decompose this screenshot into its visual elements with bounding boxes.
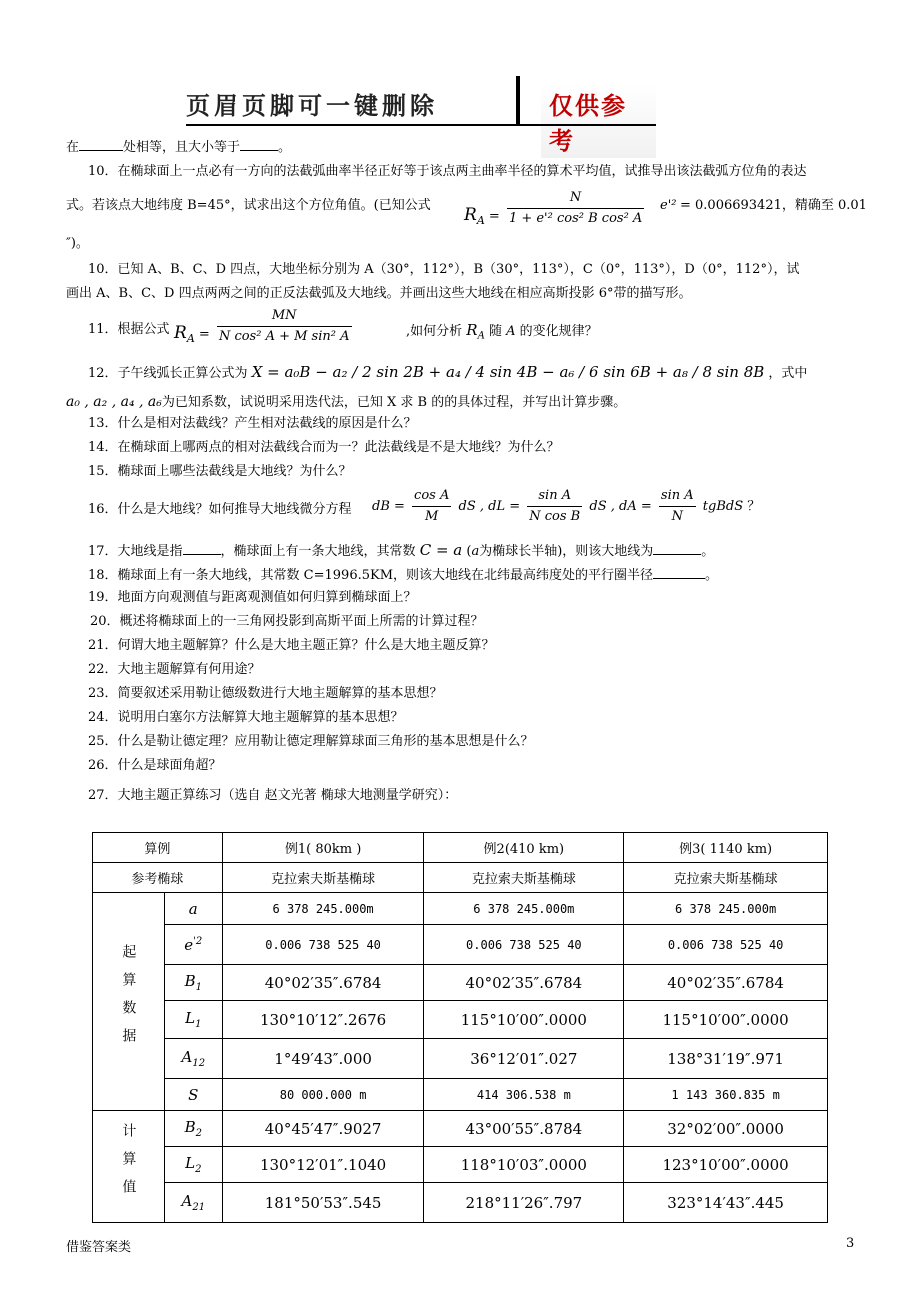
fraction-denominator: 1 + e'² cos² B cos² A <box>508 211 643 226</box>
symbol-sub: 2 <box>195 1128 202 1139</box>
symbol: L <box>185 1009 196 1027</box>
question-13: 13．什么是相对法截线？产生相对法截线的原因是什么？ <box>88 416 417 431</box>
question-21: 21．何谓大地主题解算？什么是大地主题正算？什么是大地主题反算？ <box>88 638 495 653</box>
eq1-fraction <box>412 486 451 527</box>
symbol-cell <box>164 1079 222 1111</box>
question-fragment <box>66 136 856 158</box>
fraction-denominator: M <box>425 509 439 524</box>
eq2-lhs: dL = <box>488 499 521 514</box>
fraction-numerator: sin A <box>659 486 696 507</box>
symbol-sub: 1 <box>195 1019 202 1030</box>
eq3-tail: tgBdS <box>702 499 744 514</box>
constant-formula: C = a <box>419 541 463 559</box>
question-25: 25．什么是勒让德定理？应用勒让德定理解算球面三角形的基本思想是什么？ <box>88 734 534 749</box>
text: 11．根据公式 <box>88 322 170 337</box>
question-19: 19．地面方向观测值与距离观测值如何归算到椭球面上？ <box>88 590 417 605</box>
text: 。 <box>278 140 292 155</box>
question-16 <box>88 486 878 532</box>
header-cell: 算例 <box>93 833 223 863</box>
table-row <box>93 1183 828 1223</box>
blank-line <box>79 136 123 151</box>
symbol-cell <box>164 1001 222 1039</box>
text: 为已知系数，试说明采用迭代法，已知 X 求 B 的的具体过程，并写出计算步骤。 <box>161 395 627 410</box>
table-cell: 181°50′53″.545 <box>222 1183 424 1223</box>
formula-ra-mn: $R_A$ = $\frac{MN}{\text{N cos² A + M sin² A}}$ <box>174 306 355 347</box>
table-cell: 218°11′26″.797 <box>424 1183 624 1223</box>
formula-subscript: A <box>476 213 485 227</box>
table-cell: 414 306.538 m <box>424 1079 624 1111</box>
formula-fraction <box>217 306 352 347</box>
formula-symbol: R <box>174 323 187 343</box>
text: 16．什么是大地线？如何推导大地线微分方程 <box>88 502 352 517</box>
var-a: a <box>471 544 480 559</box>
blank-line <box>240 136 278 151</box>
table-row <box>93 965 828 1001</box>
table-cell: 0.006 738 525 40 <box>222 925 424 965</box>
table-row <box>93 1147 828 1183</box>
table-cell: 克拉索夫斯基椭球 <box>222 863 424 893</box>
eq3-fraction <box>659 486 696 527</box>
geodetic-problem-table <box>92 832 828 1223</box>
text: 在 <box>66 140 80 155</box>
text: 。 <box>701 544 715 559</box>
text: 处相等，且大小等于 <box>123 140 241 155</box>
question-10a-line2 <box>66 188 867 238</box>
geodesic-equations <box>372 486 760 527</box>
question-12-line2 <box>66 392 856 413</box>
text: 为椭球长半轴)，则该大地线为 <box>479 544 654 559</box>
footer-left-text: 借鉴答案类 <box>66 1240 132 1255</box>
row-label: 参考椭球 <box>93 863 223 893</box>
table-row <box>93 893 828 925</box>
e2-symbol: e'² <box>660 198 677 213</box>
question-20: 20．概述将椭球面上的一三角网投影到高斯平面上所需的计算过程？ <box>90 614 484 629</box>
table-header-row <box>93 833 828 863</box>
question-12-line1 <box>88 362 868 384</box>
question-17 <box>88 540 868 562</box>
table-cell: 130°10′12″.2676 <box>222 1001 424 1039</box>
question-18 <box>88 564 868 586</box>
question-10a-line1: 10．在椭球面上一点必有一方向的法截弧曲率半径正好等于该点两主曲率半径的算术平均值，试推导出该法截弧方位角的表达 <box>88 164 807 179</box>
table-cell: 0.006 738 525 40 <box>624 925 828 965</box>
table-cell: 115°10′00″.0000 <box>624 1001 828 1039</box>
formula-subscript: A <box>186 331 195 345</box>
eq1-tail: dS , <box>458 499 484 514</box>
text: 17．大地线是指 <box>88 544 183 559</box>
table-cell: 118°10′03″.0000 <box>424 1147 624 1183</box>
table-cell: 40°02′35″.6784 <box>222 965 424 1001</box>
text: ？ <box>747 499 761 514</box>
table-cell: 323°14′43″.445 <box>624 1183 828 1223</box>
symbol: A <box>181 1192 193 1210</box>
blank-line <box>653 540 701 555</box>
text: ，椭球面上有一条大地线，其常数 <box>220 544 416 559</box>
symbol-sub: 12 <box>192 1058 206 1069</box>
table-cell: 115°10′00″.0000 <box>424 1001 624 1039</box>
question-10b-line1: 10．已知 A、B、C、D 四点，大地坐标分别为 A（30°，112°），B（30°，113°），C（0°，113°），D（0°，112°），试 <box>88 262 800 277</box>
question-22: 22．大地主题解算有何用途？ <box>88 662 261 677</box>
symbol: B <box>184 1118 196 1136</box>
question-10a-line3: ″)。 <box>66 236 89 251</box>
text: ( <box>466 544 472 559</box>
table-cell: 克拉索夫斯基椭球 <box>624 863 828 893</box>
var-a: A <box>506 324 516 339</box>
text <box>406 320 598 347</box>
question-26: 26．什么是球面角超？ <box>88 758 222 773</box>
eq2-tail: dS , <box>589 499 615 514</box>
table-cell: 43°00′55″.8784 <box>424 1111 624 1147</box>
symbol: a <box>188 899 198 918</box>
fraction-denominator: N cos² A + M sin² A <box>218 329 350 344</box>
group-label-text: 计算值 <box>120 1122 137 1207</box>
text: = 0.006693421，精确至 0.01 <box>680 198 867 213</box>
question-11 <box>88 306 878 352</box>
table-cell: 80 000.000 m <box>222 1079 424 1111</box>
table-cell: 36°12′01″.027 <box>424 1039 624 1079</box>
banner-separator <box>516 76 520 126</box>
text: 18．椭球面上有一条大地线，其常数 C=1996.5KM，则该大地线在北纬最高纬度处的平行圈半径 <box>88 568 654 583</box>
table-cell: 40°02′35″.6784 <box>624 965 828 1001</box>
group-label-text: 起算数据 <box>120 943 137 1056</box>
question-23: 23．简要叙述采用勒让德级数进行大地主题解算的基本思想？ <box>88 686 443 701</box>
symbol-cell <box>164 965 222 1001</box>
table-cell: 克拉索夫斯基椭球 <box>424 863 624 893</box>
table-cell: 0.006 738 525 40 <box>424 925 624 965</box>
meridian-arc-formula: X = a₀B − a₂ / 2 sin 2B + a₄ / 4 sin 4B − a₆ / 6 sin 6B + a₈ / 8 sin 8B <box>251 363 765 381</box>
blank-line <box>653 564 705 579</box>
coefficients: a₀ , a₂ , a₄ , a₆ <box>66 394 162 410</box>
table-row <box>93 1111 828 1147</box>
table-cell: 6 378 245.000m <box>222 893 424 925</box>
symbol-cell <box>164 893 222 925</box>
header-banner <box>186 76 656 155</box>
var-r: R <box>466 321 478 339</box>
table-cell: 6 378 245.000m <box>624 893 828 925</box>
text: 的变化规律？ <box>519 324 598 339</box>
formula-ra: $R_A$ = $\frac{N}{\text{1 + e'² cos² B cos² A}}$ <box>464 188 647 229</box>
question-27: 27．大地主题正算练习（选自 赵文光著 椭球大地测量学研究）： <box>88 788 458 803</box>
banner-rule <box>186 124 656 126</box>
table-row <box>93 925 828 965</box>
fraction-numerator: N <box>507 188 644 209</box>
question-10b-line2: 画出 A、B、C、D 四点两两之间的正反法截弧及大地线。并画出这些大地线在相应高斯投影 6°带的描写形。 <box>66 286 692 301</box>
page-number: 3 <box>846 1236 855 1251</box>
symbol-cell <box>164 1039 222 1079</box>
fraction-denominator: N <box>671 509 683 524</box>
table-row <box>93 1079 828 1111</box>
eq1-lhs: dB = <box>372 499 405 514</box>
banner-right-text: 仅供参考 <box>541 84 656 158</box>
symbol: A <box>181 1048 193 1066</box>
text: ,如何分析 <box>406 324 463 339</box>
table-cell: 32°02′00″.0000 <box>624 1111 828 1147</box>
text: 式。若该点大地纬度 B=45°，试求出这个方位角值。(已知公式 <box>66 198 431 213</box>
table-cell: 123°10′00″.0000 <box>624 1147 828 1183</box>
eq3-lhs: dA = <box>619 499 652 514</box>
table-cell: 6 378 245.000m <box>424 893 624 925</box>
text: 12．子午线弧长正算公式为 <box>88 366 248 381</box>
symbol-sub: 2 <box>195 1164 202 1175</box>
table-cell: 138°31′19″.971 <box>624 1039 828 1079</box>
table-row <box>93 1039 828 1079</box>
fraction-numerator: cos A <box>412 486 451 507</box>
banner-left-text: 页眉页脚可一键删除 <box>186 92 438 120</box>
symbol: B <box>184 972 196 990</box>
fraction-numerator: sin A <box>527 486 582 507</box>
question-15: 15．椭球面上哪些法截线是大地线？为什么？ <box>88 464 352 479</box>
var-r-sub: A <box>477 330 485 342</box>
formula-fraction <box>507 188 644 229</box>
symbol-cell <box>164 925 222 965</box>
question-14: 14．在椭球面上哪两点的相对法截线合而为一？此法截线是不是大地线？为什么？ <box>88 440 560 455</box>
table-cell: 1°49′43″.000 <box>222 1039 424 1079</box>
table-cell: 40°02′35″.6784 <box>424 965 624 1001</box>
formula-symbol: R <box>464 205 477 225</box>
fraction-denominator: N cos B <box>529 509 581 524</box>
symbol: e <box>184 935 194 954</box>
symbol: S <box>188 1085 199 1104</box>
text: 随 <box>488 324 502 339</box>
table-row <box>93 1001 828 1039</box>
header-cell: 例3( 1140 km) <box>624 833 828 863</box>
group-label-start-data <box>93 893 165 1111</box>
table-cell: 1 143 360.835 m <box>624 1079 828 1111</box>
symbol-cell <box>164 1183 222 1223</box>
symbol: L <box>185 1154 196 1172</box>
symbol-cell <box>164 1147 222 1183</box>
table-cell: 130°12′01″.1040 <box>222 1147 424 1183</box>
blank-line <box>183 540 221 555</box>
group-label-computed <box>93 1111 165 1223</box>
symbol-cell <box>164 1111 222 1147</box>
symbol-sub: 1 <box>195 982 202 993</box>
question-24: 24．说明用白塞尔方法解算大地主题解算的基本思想？ <box>88 710 404 725</box>
fraction-numerator: MN <box>217 306 352 327</box>
eq2-fraction <box>527 486 582 527</box>
symbol-sub: 21 <box>192 1202 206 1213</box>
text: ，式中 <box>768 366 808 381</box>
table-cell: 40°45′47″.9027 <box>222 1111 424 1147</box>
symbol-sup: '2 <box>193 935 203 947</box>
text: 。 <box>705 568 719 583</box>
table-row-ellipsoid <box>93 863 828 893</box>
header-cell: 例2(410 km) <box>424 833 624 863</box>
header-cell: 例1( 80km ) <box>222 833 424 863</box>
